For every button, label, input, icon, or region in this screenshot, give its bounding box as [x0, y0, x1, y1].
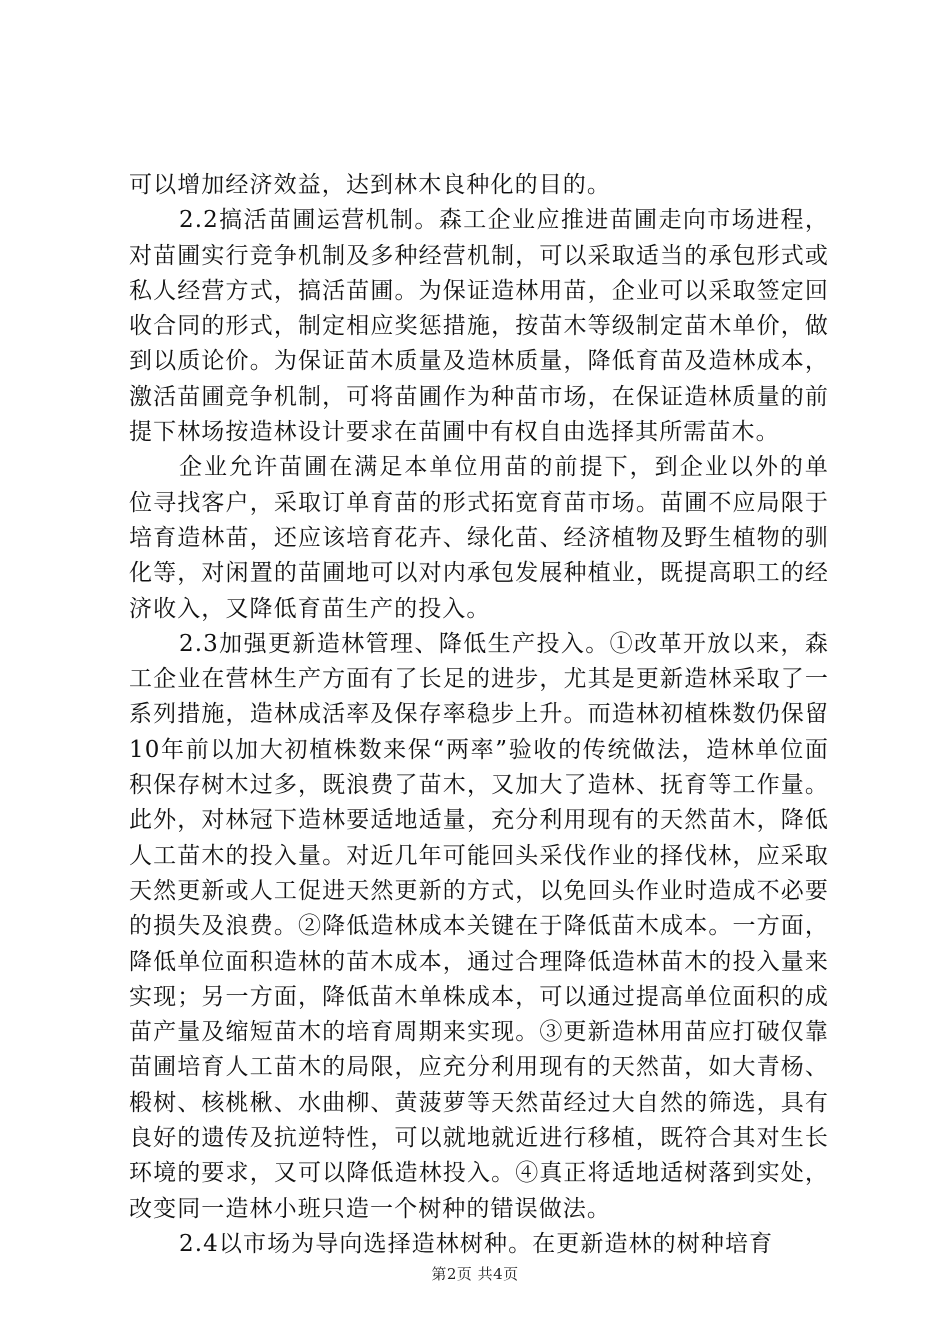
paragraph-nursery-market: 企业允许苗圃在满足本单位用苗的前提下，到企业以外的单位寻找客户，采取订单育苗的形式拓宽育苗市场。苗圃不应局限于培育造林苗，还应该培育花卉、绿化苗、经济植物及野生植物的驯化等，对闲置的苗圃地可以对内承包发展种植业，既提高职工的经济收入，又降低育苗生产的投入。	[129, 454, 829, 622]
paragraph-continuation: 可以增加经济效益，达到林木良种化的目的。	[129, 172, 611, 198]
paragraph-tree-species-selection: 2.4以市场为导向选择造林树种。在更新造林的树种培育	[179, 1230, 774, 1257]
body-text	[129, 168, 829, 1262]
page-footer: 第2页 共4页	[431, 1265, 519, 1283]
paragraph-afforestation-management: 2.3加强更新造林管理、降低生产投入。①改革开放以来，森工企业在营林生产方面有了长足的进步，尤其是更新造林采取了一系列措施，造林成活率及保存率稳步上升。而造林初植株数仍保留10年前以加大初植株数来保“两率”验收的传统做法，造林单位面积保存树木过多，既浪费了苗木，又加大了造林、抚育等工作量。此外，对林冠下造林要适地适量，充分利用现有的天然苗木，降低人工苗木的投入量。对近几年可能回头采伐作业的择伐林，应采取天然更新或人工促进天然更新的方式，以免回头作业时造成不必要的损失及浪费。②降低造林成本关键在于降低苗木成本。一方面，降低单位面积造林的苗木成本，通过合理降低造林苗木的投入量来实现；另一方面，降低苗木单株成本，可以通过提高单位面积的成苗产量及缩短苗木的培育周期来实现。③更新造林用苗应打破仅靠苗圃培育人工苗木的局限，应充分利用现有的天然苗，如大青杨、椴树、核桃楸、水曲柳、黄菠萝等天然苗经过大自然的筛选，具有良好的遗传及抗逆特性，可以就地就近进行移植，既符合其对生长环境的要求，又可以降低造林投入。④真正将适地适树落到实处，改变同一造林小班只造一个树种的错误做法。	[129, 630, 829, 1222]
paragraph-nursery-mechanism: 2.2搞活苗圃运营机制。森工企业应推进苗圃走向市场进程，对苗圃实行竞争机制及多种经营机制，可以采取适当的承包形式或私人经营方式，搞活苗圃。为保证造林用苗，企业可以采取签定回收合同的形式，制定相应奖惩措施，按苗木等级制定苗木单价，做到以质论价。为保证苗木质量及造林质量，降低育苗及造林成本，激活苗圃竞争机制，可将苗圃作为种苗市场，在保证造林质量的前提下林场按造林设计要求在苗圃中有权自由选择其所需苗木。	[129, 207, 829, 446]
